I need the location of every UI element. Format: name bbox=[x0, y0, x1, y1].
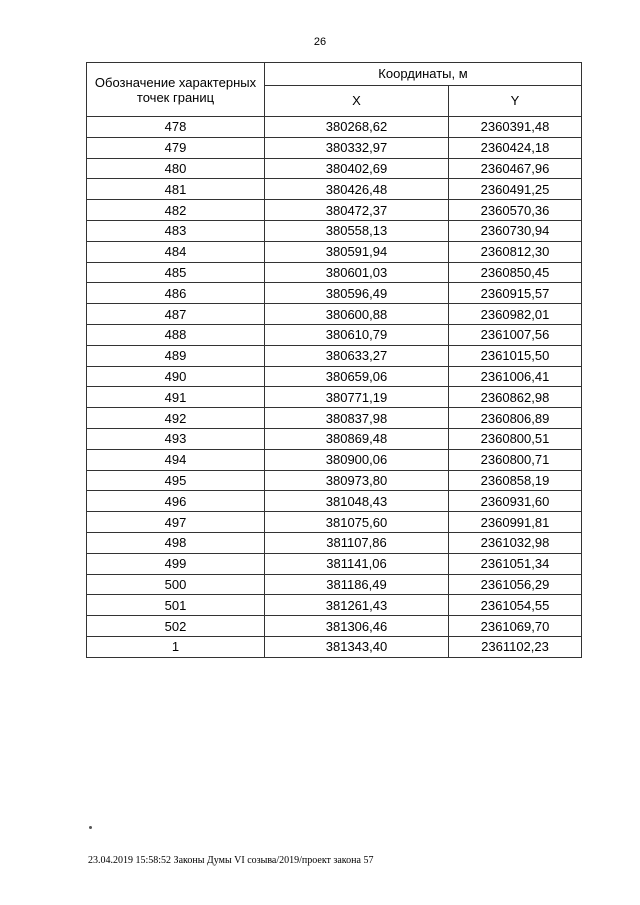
cell-x: 381075,60 bbox=[265, 512, 449, 533]
cell-point: 485 bbox=[87, 262, 265, 283]
cell-y: 2361007,56 bbox=[449, 324, 582, 345]
cell-x: 380472,37 bbox=[265, 200, 449, 221]
cell-point: 498 bbox=[87, 532, 265, 553]
cell-point: 488 bbox=[87, 324, 265, 345]
cell-y: 2360982,01 bbox=[449, 304, 582, 325]
footer-stamp: 23.04.2019 15:58:52 Законы Думы VI созыва/2019/проект закона 57 bbox=[88, 855, 374, 866]
header-points: Обозначение характерных точек границ bbox=[87, 63, 265, 117]
table-body bbox=[87, 117, 582, 658]
cell-x: 381107,86 bbox=[265, 532, 449, 553]
cell-y: 2360467,96 bbox=[449, 158, 582, 179]
cell-point: 482 bbox=[87, 200, 265, 221]
cell-point: 484 bbox=[87, 241, 265, 262]
table-row bbox=[87, 574, 582, 595]
table-row bbox=[87, 449, 582, 470]
cell-y: 2360800,51 bbox=[449, 428, 582, 449]
table-row bbox=[87, 345, 582, 366]
cell-x: 380402,69 bbox=[265, 158, 449, 179]
cell-point: 492 bbox=[87, 408, 265, 429]
table-row bbox=[87, 616, 582, 637]
table-row bbox=[87, 470, 582, 491]
cell-y: 2361102,23 bbox=[449, 636, 582, 657]
cell-x: 381141,06 bbox=[265, 553, 449, 574]
cell-y: 2360915,57 bbox=[449, 283, 582, 304]
table-row bbox=[87, 200, 582, 221]
table-row bbox=[87, 491, 582, 512]
cell-point: 490 bbox=[87, 366, 265, 387]
table-row bbox=[87, 158, 582, 179]
cell-point: 479 bbox=[87, 137, 265, 158]
cell-x: 380869,48 bbox=[265, 428, 449, 449]
table-row bbox=[87, 220, 582, 241]
cell-point: 499 bbox=[87, 553, 265, 574]
table-row bbox=[87, 283, 582, 304]
table-row bbox=[87, 179, 582, 200]
cell-x: 380610,79 bbox=[265, 324, 449, 345]
cell-point: 491 bbox=[87, 387, 265, 408]
cell-y: 2360991,81 bbox=[449, 512, 582, 533]
table-row bbox=[87, 117, 582, 138]
table-row bbox=[87, 387, 582, 408]
table-row bbox=[87, 304, 582, 325]
cell-y: 2360858,19 bbox=[449, 470, 582, 491]
cell-x: 380633,27 bbox=[265, 345, 449, 366]
cell-y: 2360850,45 bbox=[449, 262, 582, 283]
cell-y: 2360391,48 bbox=[449, 117, 582, 138]
header-coordinates: Координаты, м bbox=[265, 63, 582, 86]
cell-y: 2360491,25 bbox=[449, 179, 582, 200]
cell-y: 2361032,98 bbox=[449, 532, 582, 553]
table-row bbox=[87, 241, 582, 262]
cell-point: 486 bbox=[87, 283, 265, 304]
cell-y: 2361015,50 bbox=[449, 345, 582, 366]
cell-x: 381048,43 bbox=[265, 491, 449, 512]
header-y: Y bbox=[449, 86, 582, 117]
cell-x: 380771,19 bbox=[265, 387, 449, 408]
cell-point: 1 bbox=[87, 636, 265, 657]
cell-x: 380837,98 bbox=[265, 408, 449, 429]
cell-y: 2361006,41 bbox=[449, 366, 582, 387]
coordinates-table bbox=[86, 62, 582, 658]
table-row bbox=[87, 262, 582, 283]
cell-x: 380596,49 bbox=[265, 283, 449, 304]
cell-point: 502 bbox=[87, 616, 265, 637]
cell-y: 2360931,60 bbox=[449, 491, 582, 512]
cell-point: 483 bbox=[87, 220, 265, 241]
cell-x: 380600,88 bbox=[265, 304, 449, 325]
cell-y: 2361069,70 bbox=[449, 616, 582, 637]
cell-x: 380973,80 bbox=[265, 470, 449, 491]
table-row bbox=[87, 408, 582, 429]
cell-x: 380591,94 bbox=[265, 241, 449, 262]
cell-x: 380558,13 bbox=[265, 220, 449, 241]
cell-x: 380601,03 bbox=[265, 262, 449, 283]
cell-y: 2361056,29 bbox=[449, 574, 582, 595]
table-row bbox=[87, 512, 582, 533]
cell-y: 2360424,18 bbox=[449, 137, 582, 158]
table-row bbox=[87, 137, 582, 158]
table-row bbox=[87, 553, 582, 574]
cell-x: 380900,06 bbox=[265, 449, 449, 470]
cell-point: 493 bbox=[87, 428, 265, 449]
cell-y: 2360812,30 bbox=[449, 241, 582, 262]
page-number: 26 bbox=[313, 36, 327, 48]
cell-x: 381261,43 bbox=[265, 595, 449, 616]
cell-x: 381186,49 bbox=[265, 574, 449, 595]
cell-y: 2360806,89 bbox=[449, 408, 582, 429]
scan-dot bbox=[89, 826, 92, 829]
cell-x: 381343,40 bbox=[265, 636, 449, 657]
cell-point: 501 bbox=[87, 595, 265, 616]
cell-x: 380659,06 bbox=[265, 366, 449, 387]
cell-point: 480 bbox=[87, 158, 265, 179]
cell-point: 487 bbox=[87, 304, 265, 325]
cell-point: 497 bbox=[87, 512, 265, 533]
table-row bbox=[87, 595, 582, 616]
cell-point: 489 bbox=[87, 345, 265, 366]
cell-x: 380426,48 bbox=[265, 179, 449, 200]
cell-point: 478 bbox=[87, 117, 265, 138]
cell-point: 500 bbox=[87, 574, 265, 595]
table-row bbox=[87, 324, 582, 345]
cell-point: 495 bbox=[87, 470, 265, 491]
table-row bbox=[87, 636, 582, 657]
header-x: X bbox=[265, 86, 449, 117]
cell-y: 2360862,98 bbox=[449, 387, 582, 408]
table-row bbox=[87, 532, 582, 553]
table-row bbox=[87, 428, 582, 449]
cell-x: 381306,46 bbox=[265, 616, 449, 637]
cell-y: 2361051,34 bbox=[449, 553, 582, 574]
cell-x: 380332,97 bbox=[265, 137, 449, 158]
cell-point: 494 bbox=[87, 449, 265, 470]
cell-point: 496 bbox=[87, 491, 265, 512]
cell-y: 2360570,36 bbox=[449, 200, 582, 221]
table-row bbox=[87, 366, 582, 387]
cell-y: 2360800,71 bbox=[449, 449, 582, 470]
cell-point: 481 bbox=[87, 179, 265, 200]
cell-x: 380268,62 bbox=[265, 117, 449, 138]
cell-y: 2360730,94 bbox=[449, 220, 582, 241]
cell-y: 2361054,55 bbox=[449, 595, 582, 616]
